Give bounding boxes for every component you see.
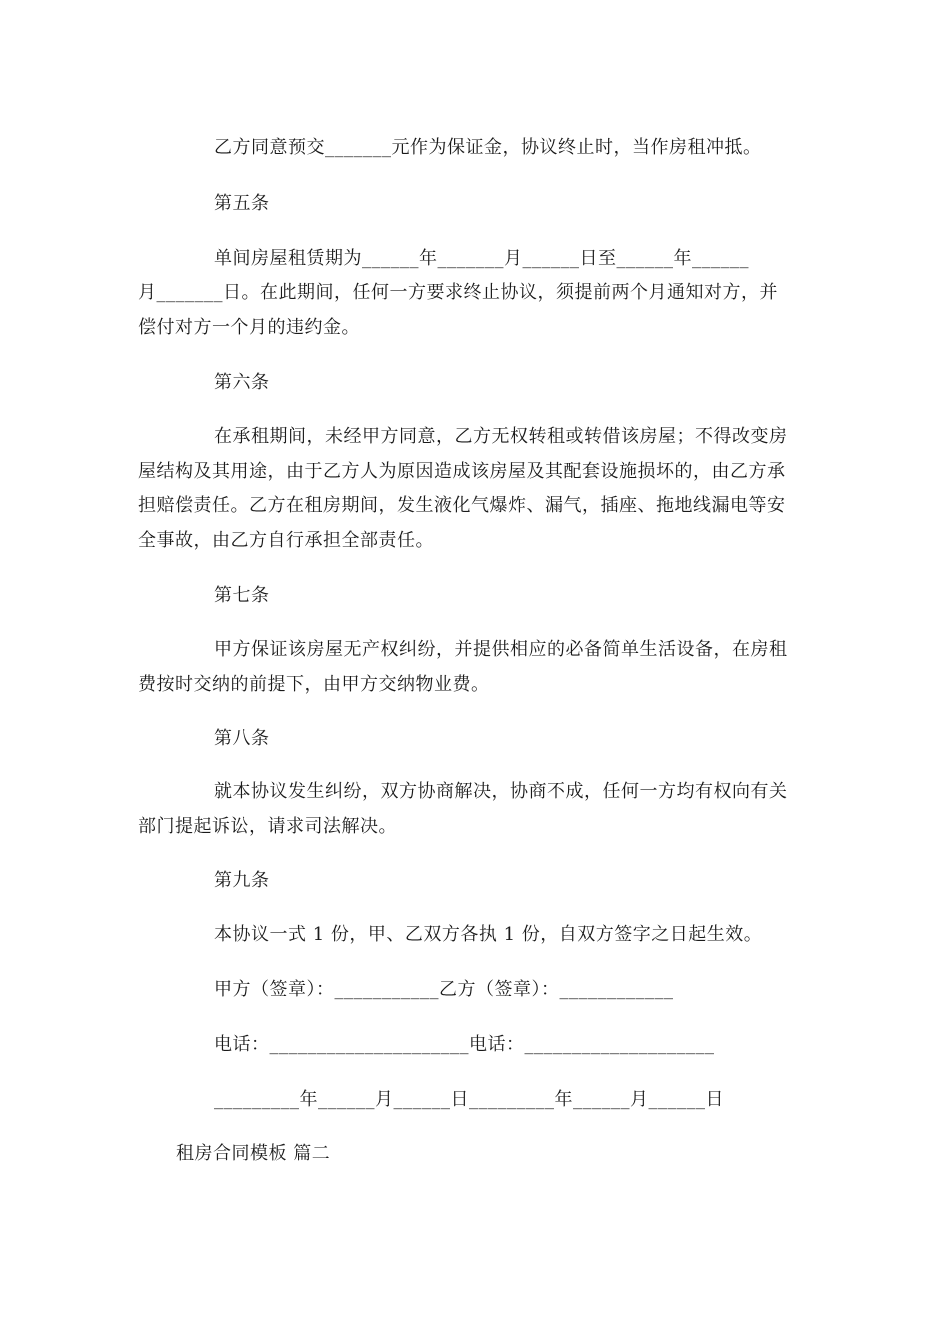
signature-line: 甲方（签章）：___________乙方（签章）：____________ xyxy=(214,979,674,1000)
article-5-line-2: 月_______日。在此期间，任何一方要求终止协议，须提前两个月通知对方，并 xyxy=(138,282,778,303)
article-7-line-1: 甲方保证该房屋无产权纠纷，并提供相应的必备简单生活设备，在房租 xyxy=(214,639,788,660)
phone-line: 电话：_____________________电话：____________________ xyxy=(214,1034,715,1055)
article-6-line-2: 屋结构及其用途，由于乙方人为原因造成该房屋及其配套设施损坏的，由乙方承 xyxy=(138,461,786,482)
clause-deposit-text: 乙方同意预交_______元作为保证金，协议终止时，当作房租冲抵。 xyxy=(214,137,762,158)
article-9-text: 本协议一式 1 份，甲、乙双方各执 1 份，自双方签字之日起生效。 xyxy=(214,924,763,945)
article-6-line-1: 在承租期间，未经甲方同意，乙方无权转租或转借该房屋；不得改变房 xyxy=(214,426,788,447)
article-9-heading: 第九条 xyxy=(214,870,270,891)
article-6-line-3: 担赔偿责任。乙方在租房期间，发生液化气爆炸、漏气，插座、拖地线漏电等安 xyxy=(138,495,786,516)
next-section-title: 租房合同模板 篇二 xyxy=(176,1143,331,1164)
article-7-heading: 第七条 xyxy=(214,585,270,606)
article-5-heading: 第五条 xyxy=(214,193,270,214)
article-8-line-2: 部门提起诉讼，请求司法解决。 xyxy=(138,816,397,837)
article-5-line-3: 偿付对方一个月的违约金。 xyxy=(138,317,360,338)
article-6-line-4: 全事故，由乙方自行承担全部责任。 xyxy=(138,530,434,551)
article-6-heading: 第六条 xyxy=(214,372,270,393)
article-8-line-1: 就本协议发生纠纷，双方协商解决，协商不成，任何一方均有权向有关 xyxy=(214,781,788,802)
article-5-line-1: 单间房屋租赁期为______年_______月______日至______年______ xyxy=(214,248,749,269)
article-7-line-2: 费按时交纳的前提下，由甲方交纳物业费。 xyxy=(138,674,490,695)
date-line: _________年______月______日_________年______月______日 xyxy=(214,1089,724,1110)
article-8-heading: 第八条 xyxy=(214,728,270,749)
